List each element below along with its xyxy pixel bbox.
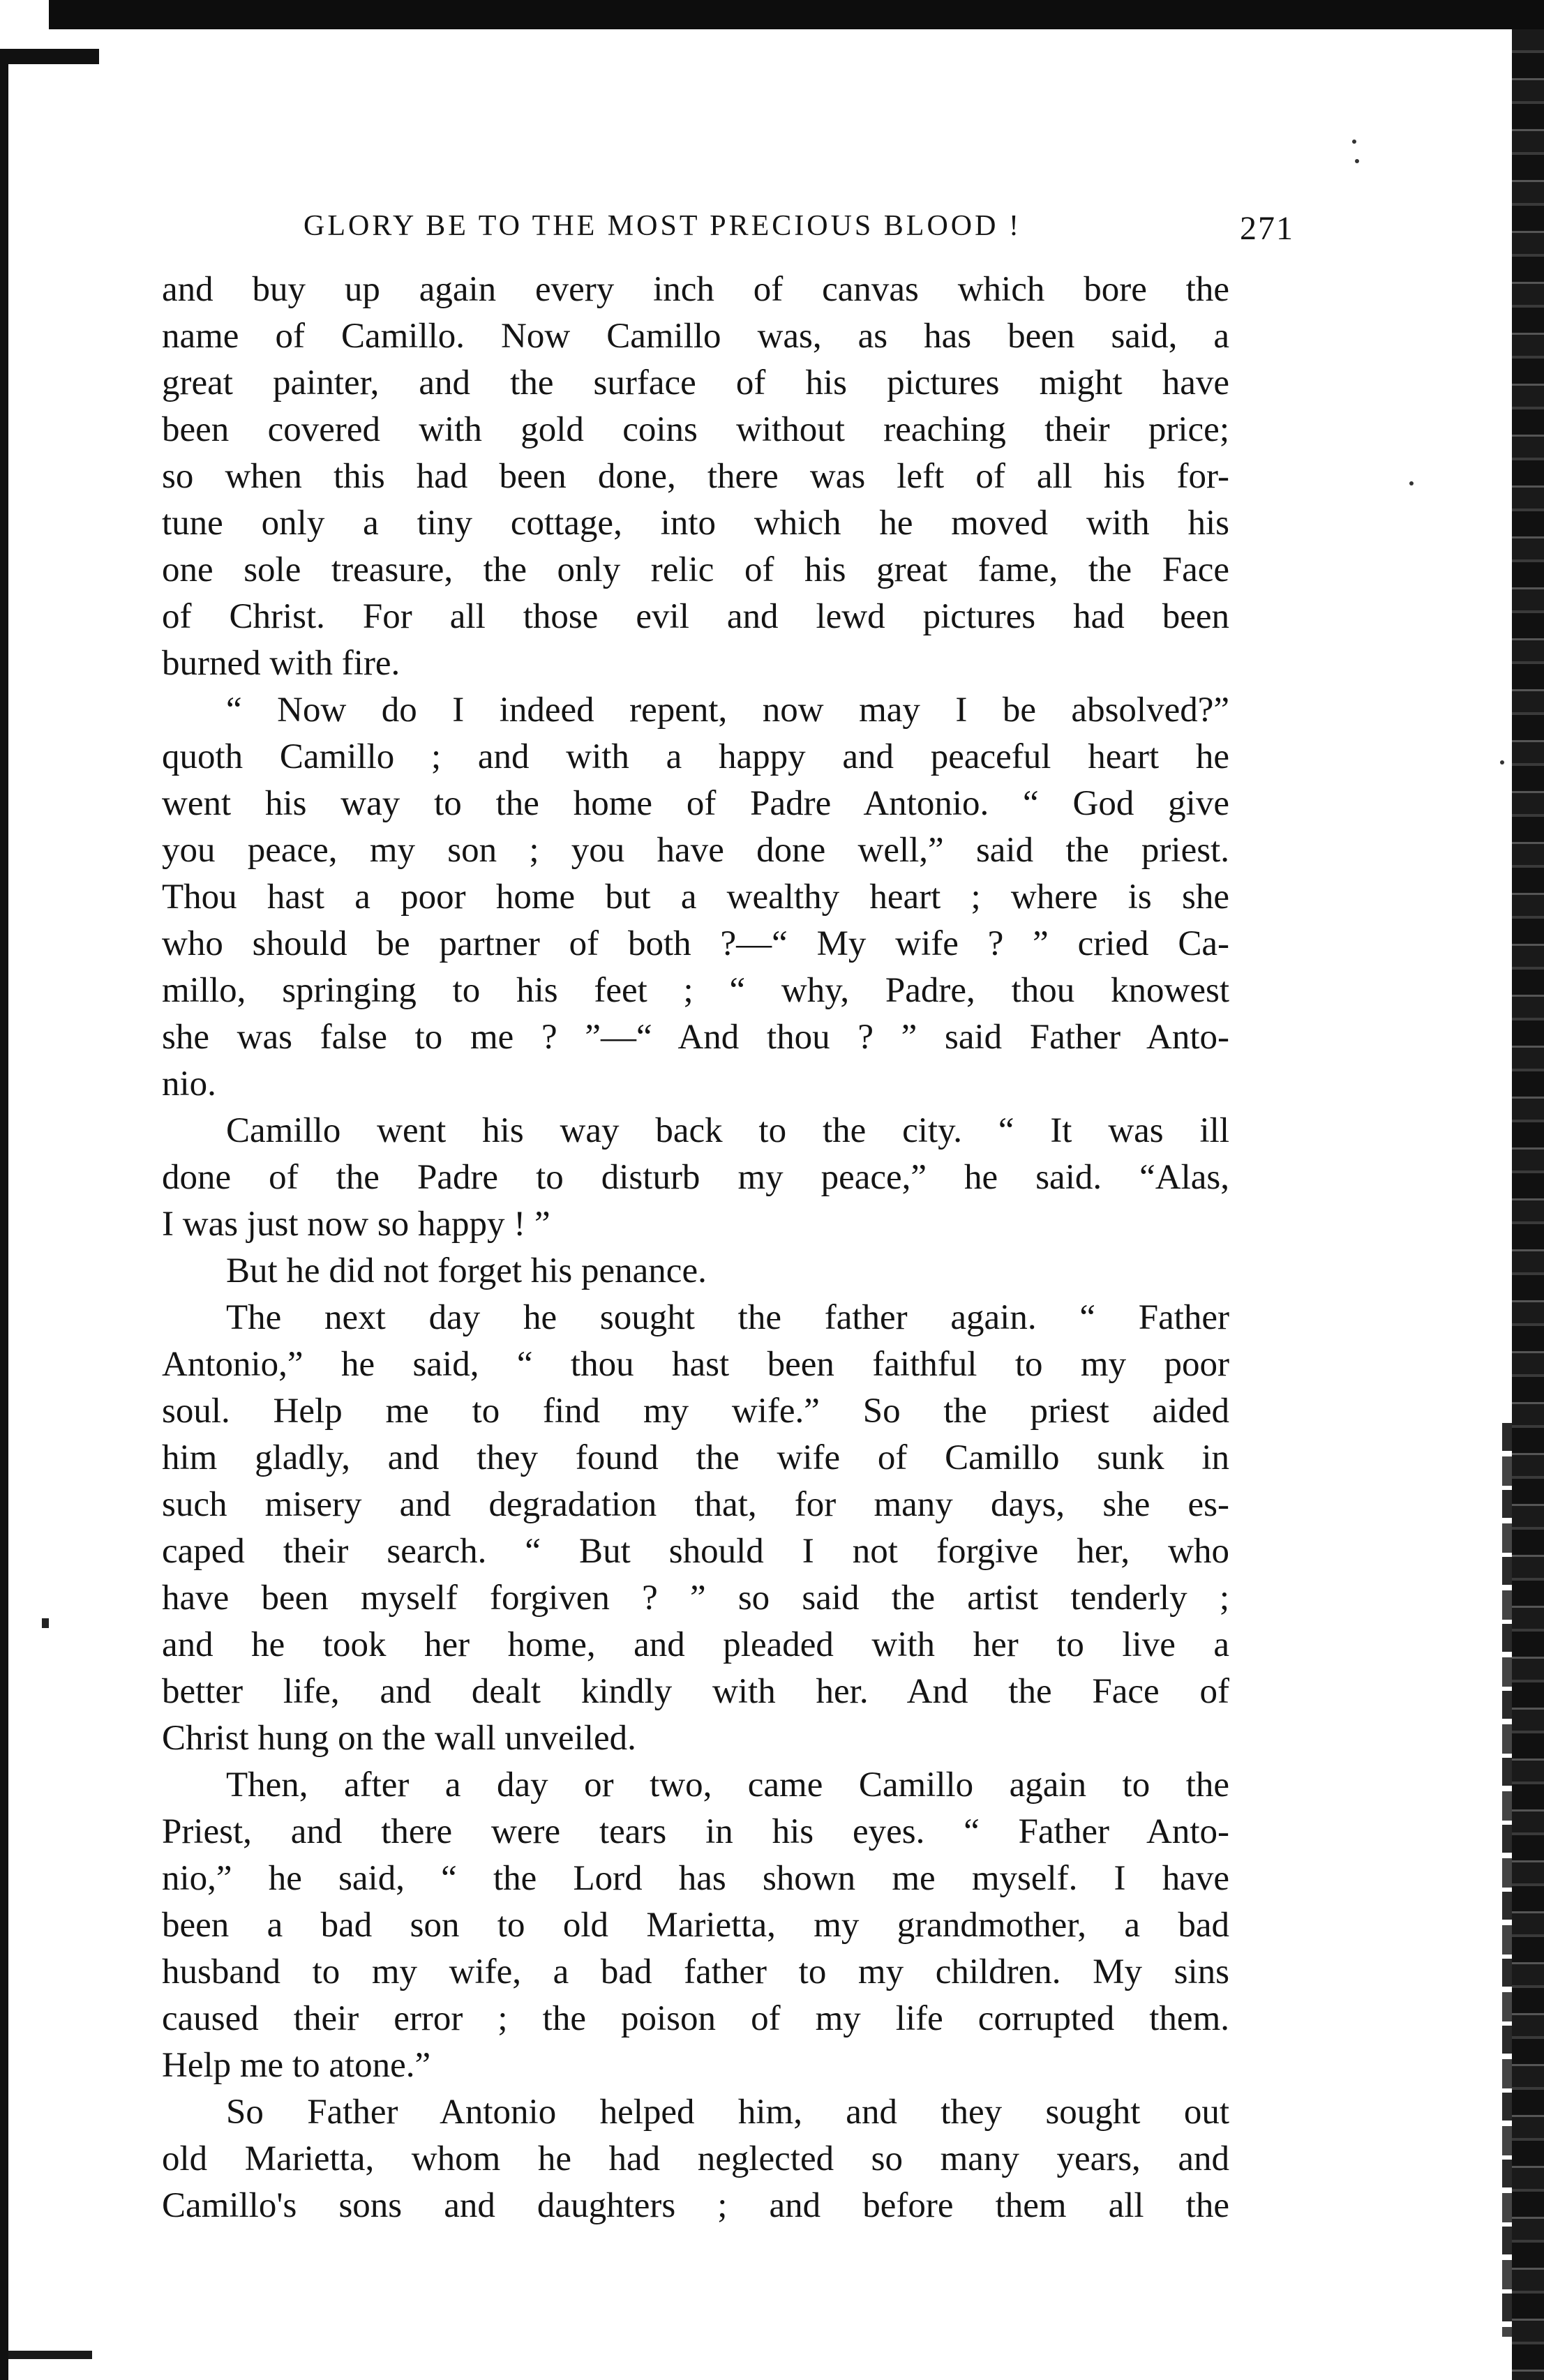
text-line: husband to my wife, a bad father to my children. My sins: [162, 1952, 1229, 1991]
text-line: Thou hast a poor home but a wealthy heart ; where is she: [162, 878, 1229, 917]
text-line: Help me to atone.”: [162, 2046, 431, 2085]
text-line: Camillo's sons and daughters ; and before them all the: [162, 2186, 1229, 2225]
text-line: such misery and degradation that, for many days, she es-: [162, 1485, 1229, 1524]
text-line: Christ hung on the wall unveiled.: [162, 1719, 636, 1758]
text-line: she was false to me ? ”—“ And thou ? ” said Father Anto-: [162, 1018, 1229, 1057]
text-line: millo, springing to his feet ; “ why, Padre, thou knowest: [162, 971, 1229, 1010]
text-line: been covered with gold coins without reaching their price;: [162, 410, 1229, 449]
text-line: quoth Camillo ; and with a happy and peaceful heart he: [162, 737, 1229, 776]
text-line: great painter, and the surface of his pictures might have: [162, 363, 1229, 402]
text-line: been a bad son to old Marietta, my grandmother, a bad: [162, 1906, 1229, 1945]
running-head-title: GLORY BE TO THE MOST PRECIOUS BLOOD !: [303, 210, 1021, 242]
scan-left-bottom: [8, 2351, 92, 2359]
speck-mark: [1500, 760, 1504, 765]
text-line: “ Now do I indeed repent, now may I be absolved?”: [226, 691, 1229, 730]
scan-top-border: [0, 0, 1544, 29]
text-line: Antonio,” he said, “ thou hast been faithful to my poor: [162, 1345, 1229, 1384]
scan-left-tick: [42, 1618, 49, 1628]
text-line: have been myself forgiven ? ” so said the artist tenderly ;: [162, 1579, 1229, 1618]
text-line: went his way to the home of Padre Antonio. “ God give: [162, 784, 1229, 823]
text-line: so when this had been done, there was left of all his for-: [162, 457, 1229, 496]
text-line: and buy up again every inch of canvas which bore the: [162, 270, 1229, 309]
speck-mark: [1352, 140, 1356, 144]
scan-right-edge: [1512, 29, 1544, 2380]
text-line: you peace, my son ; you have done well,” said the priest.: [162, 831, 1229, 870]
scan-left-corner: [8, 49, 99, 64]
text-line: caused their error ; the poison of my life corrupted them.: [162, 1999, 1229, 2038]
text-line: old Marietta, whom he had neglected so many years, and: [162, 2139, 1229, 2178]
text-line: I was just now so happy ! ”: [162, 1205, 550, 1244]
speck-mark: [1409, 481, 1414, 485]
text-line: tune only a tiny cottage, into which he moved with his: [162, 504, 1229, 543]
text-line: But he did not forget his penance.: [226, 1251, 707, 1290]
scan-left-rule: [0, 49, 8, 2380]
page-number: 271: [1240, 210, 1294, 247]
scan-right-inner-edge: [1502, 1423, 1512, 2337]
running-head: [303, 209, 1294, 251]
text-line: and he took her home, and pleaded with her to live a: [162, 1625, 1229, 1664]
text-line: soul. Help me to find my wife.” So the priest aided: [162, 1392, 1229, 1431]
text-line: The next day he sought the father again. “ Father: [226, 1298, 1229, 1337]
text-line: nio,” he said, “ the Lord has shown me myself. I have: [162, 1859, 1229, 1898]
text-line: So Father Antonio helped him, and they sought out: [226, 2093, 1229, 2132]
text-line: better life, and dealt kindly with her. And the Face of: [162, 1672, 1229, 1711]
text-line: Then, after a day or two, came Camillo again to the: [226, 1765, 1229, 1805]
text-line: burned with fire.: [162, 644, 400, 683]
speck-mark: [1355, 159, 1359, 163]
text-line: one sole treasure, the only relic of his great fame, the Face: [162, 550, 1229, 589]
text-line: who should be partner of both ?—“ My wife ? ” cried Ca-: [162, 924, 1229, 963]
body-text: [162, 266, 1229, 2229]
text-line: nio.: [162, 1064, 216, 1104]
text-line: name of Camillo. Now Camillo was, as has been said, a: [162, 317, 1229, 356]
text-line: of Christ. For all those evil and lewd pictures had been: [162, 597, 1229, 636]
text-line: Priest, and there were tears in his eyes. “ Father Anto-: [162, 1812, 1229, 1851]
text-line: caped their search. “ But should I not forgive her, who: [162, 1532, 1229, 1571]
text-line: done of the Padre to disturb my peace,” he said. “Alas,: [162, 1158, 1229, 1197]
text-line: Camillo went his way back to the city. “ It was ill: [226, 1111, 1229, 1150]
text-line: him gladly, and they found the wife of Camillo sunk in: [162, 1438, 1229, 1477]
